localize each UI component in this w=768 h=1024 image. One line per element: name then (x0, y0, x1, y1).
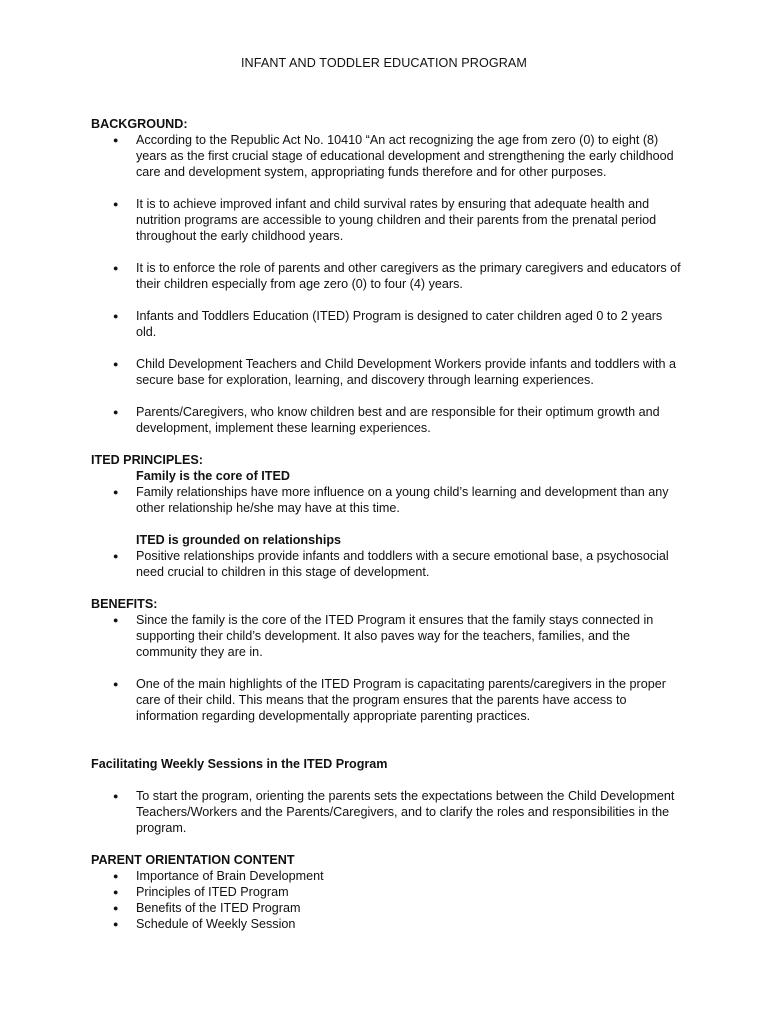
list-item: ● Child Development Teachers and Child Development Workers provide infants and toddlers with a secure base for exploration, learning, and discovery through learning experiences. (91, 356, 681, 388)
list-item: ● Parents/Caregivers, who know children best and are responsible for their optimum growth and development, implement these learning experiences. (91, 404, 681, 436)
list-item: ● Schedule of Weekly Session (91, 916, 681, 932)
document-body (91, 116, 681, 932)
list-item: ● According to the Republic Act No. 10410 “An act recognizing the age from zero (0) to eight (8) years as the first crucial stage of educational development and strengthening the early childhood care and development system, appropriating funds therefore and for other purposes. (91, 132, 681, 180)
benefits-list (91, 612, 681, 724)
list-item: ● One of the main highlights of the ITED Program is capacitating parents/caregivers in the proper care of their child. This means that the program ensures that the parents have access to information regarding developmentally appropriate parenting practices. (91, 676, 681, 724)
orientation-list (91, 868, 681, 932)
document-title: INFANT AND TODDLER EDUCATION PROGRAM (240, 56, 528, 70)
principles-heading: ITED PRINCIPLES: (91, 453, 203, 467)
list-item: ● Benefits of the ITED Program (91, 900, 681, 916)
principle-list (91, 548, 681, 580)
sessions-list (91, 788, 681, 836)
list-item: ● Positive relationships provide infants and toddlers with a secure emotional base, a psychosocial need crucial to children in this stage of development. (91, 548, 681, 580)
principle-subheading: ITED is grounded on relationships (136, 533, 342, 547)
principle-subheading: Family is the core of ITED (136, 469, 290, 483)
background-list (91, 132, 681, 436)
list-item: ● To start the program, orienting the parents sets the expectations between the Child Development Teachers/Workers and the Parents/Caregivers, and to clarify the roles and responsibilities in the program. (91, 788, 681, 836)
list-item: ● It is to enforce the role of parents and other caregivers as the primary caregivers and educators of their children especially from age zero (0) to four (4) years. (91, 260, 681, 292)
benefits-heading: BENEFITS: (91, 597, 158, 611)
list-item: ● Family relationships have more influence on a young child’s learning and development than any other relationship he/she may have at this time. (91, 484, 681, 516)
list-item: ● It is to achieve improved infant and child survival rates by ensuring that adequate health and nutrition programs are accessible to young children and their parents from the prenatal period throughout the early childhood years. (91, 196, 681, 244)
orientation-heading: PARENT ORIENTATION CONTENT (91, 853, 295, 867)
list-item: ● Principles of ITED Program (91, 884, 681, 900)
list-item: ● Importance of Brain Development (91, 868, 681, 884)
list-item: ● Infants and Toddlers Education (ITED) Program is designed to cater children aged 0 to 2 years old. (91, 308, 681, 340)
background-heading: BACKGROUND: (91, 117, 188, 131)
sessions-heading: Facilitating Weekly Sessions in the ITED Program (91, 757, 388, 771)
list-item: ● Since the family is the core of the ITED Program it ensures that the family stays connected in supporting their child’s development. It also paves way for the teachers, families, and the community they are in. (91, 612, 681, 660)
principle-list (91, 484, 681, 516)
